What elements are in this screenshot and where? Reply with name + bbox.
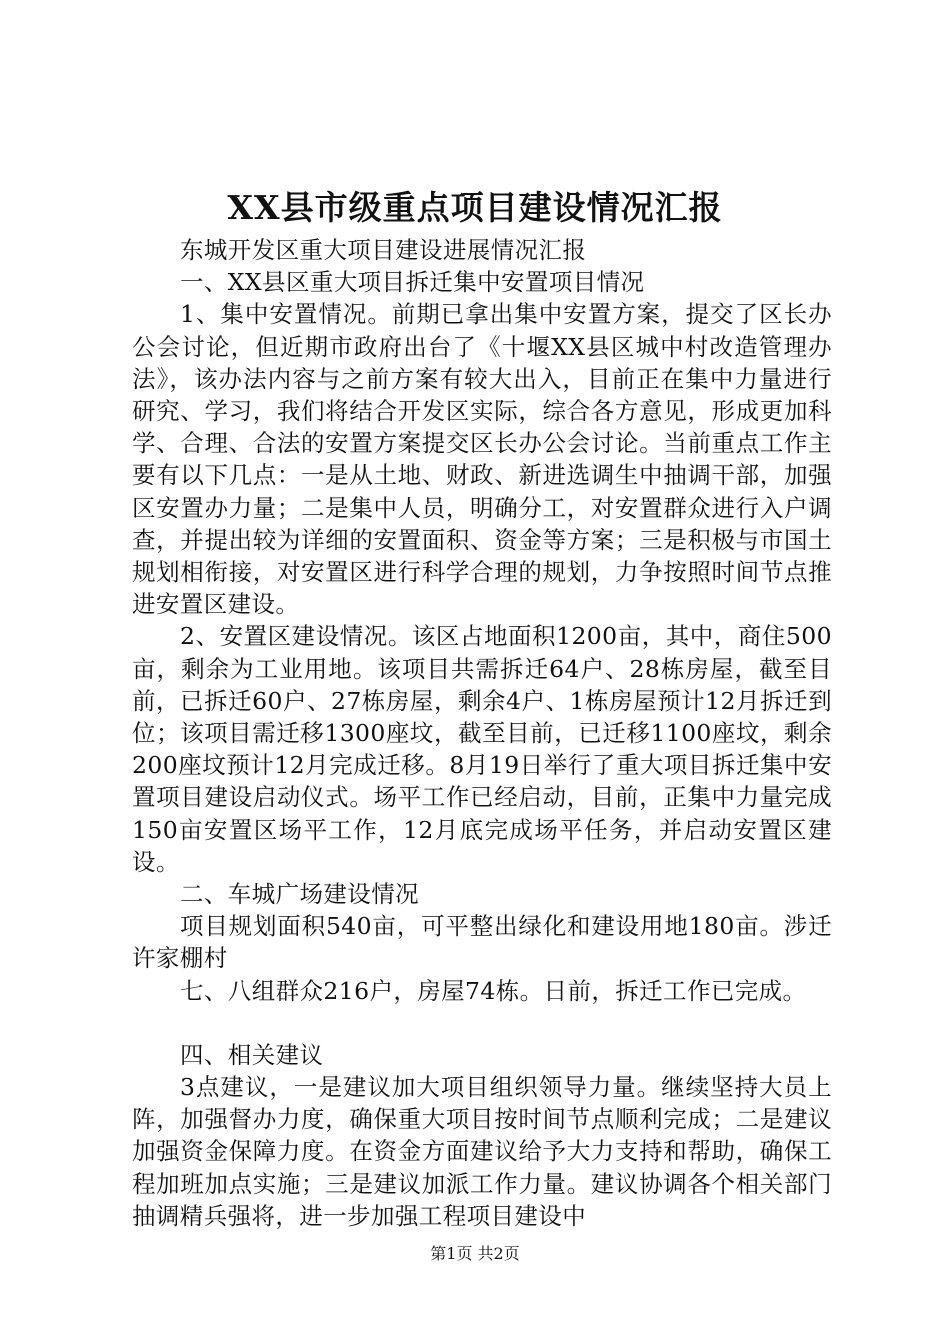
section-heading-4: 四、相关建议 [180,1040,324,1069]
paragraph-subtitle: 东城开发区重大项目建设进展情况汇报 [180,236,587,264]
document-body [132,234,832,1232]
page-footer: 第1页 共2页 [430,1244,520,1263]
paragraph-square-demolition: 七、八组群众216户，房屋74栋。日前，拆迁工作已完成。 [180,976,807,1005]
section-heading-2: 二、车城广场建设情况 [180,880,419,909]
section-heading-1: 一、XX县区重大项目拆迁集中安置项目情况 [180,268,645,297]
paragraph-resettlement-area: 2、安置区建设情况。该区占地面积1200亩，其中，商住500亩，剩余为工业用地。该项目共需拆迁64户、28栋房屋，截至目前，已拆迁60户、27栋房屋，剩余4户、1栋房屋预计12月拆迁到位；该项目需迁移1300座坟，截至目前，已迁移1100座坟，剩余200座坟预计12月完成迁移。8月19日举行了重大项目拆迁集中安置项目建设启动仪式。场平工作已经启动，目前，正集中力量完成150亩安置区场平工作，12月底完成场平任务，并启动安置区建设。 [132,622,832,876]
paragraph-square-plan: 项目规划面积540亩，可平整出绿化和建设用地180亩。涉迁许家棚村 [132,912,832,973]
paragraph-suggestions: 3点建议，一是建议加大项目组织领导力量。继续坚持大员上阵，加强督办力度，确保重大项目按时间节点顺利完成；二是建议加强资金保障力度。在资金方面建议给予大力支持和帮助，确保工程加班加点实施；三是建议加派工作力量。建议协调各个相关部门抽调精兵强将，进一步加强工程项目建设中 [132,1073,832,1230]
paragraph-resettlement: 1、集中安置情况。前期已拿出集中安置方案，提交了区长办公会讨论，但近期市政府出台了《十堰XX县区城中村改造管理办法》，该办法内容与之前方案有较大出入，目前正在集中力量进行研究、学习，我们将结合开发区实际，综合各方意见，形成更加科学、合理、合法的安置方案提交区长办公会讨论。当前重点工作主要有以下几点：一是从土地、财政、新进选调生中抽调干部，加强区安置办力量；二是集中人员，明确分工，对安置群众进行入户调查，并提出较为详细的安置面积、资金等方案；三是积极与市国土规划相衔接，对安置区进行科学合理的规划，力争按照时间节点推进安置区建设。 [132,300,832,619]
document-title: XX县市级重点项目建设情况汇报 [227,188,723,227]
